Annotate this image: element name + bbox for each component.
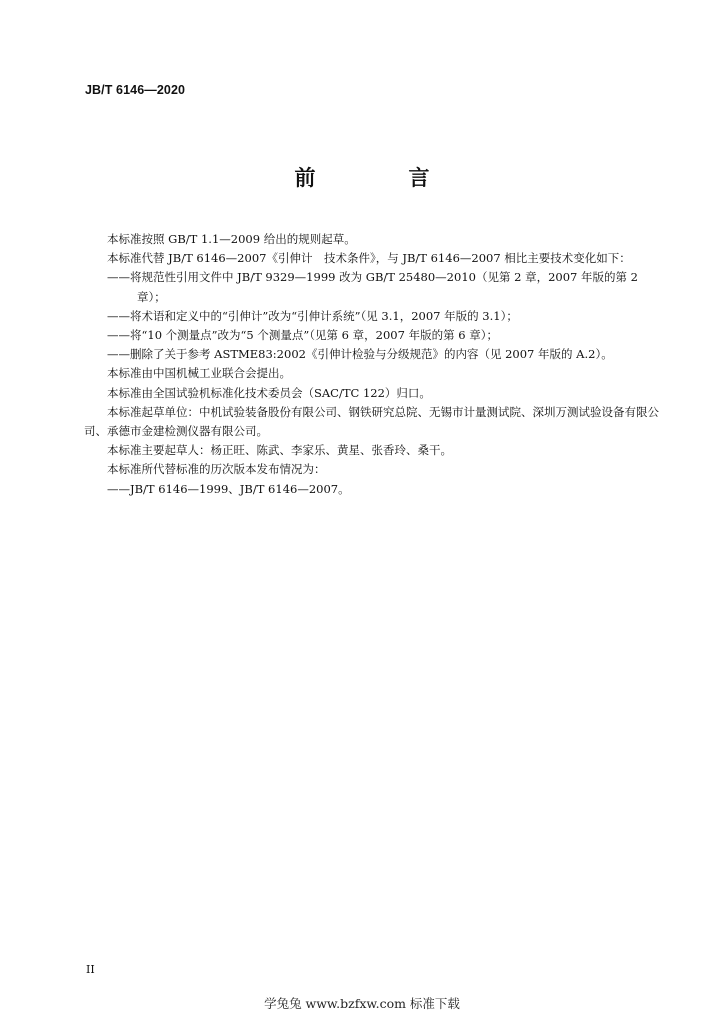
foreword-body (84, 230, 664, 499)
committee-paragraph: 本标准由全国试验机标准化技术委员会（SAC/TC 122）归口。 (107, 385, 431, 400)
proposer-paragraph: 本标准由中国机械工业联合会提出。 (107, 366, 291, 381)
drafters-paragraph: 本标准主要起草人：杨正旺、陈武、李家乐、黄星、张香玲、桑干。 (107, 443, 452, 458)
watermark-text: 学兔兔 www.bzfxw.com 标准下载 (264, 996, 460, 1011)
change-item-measuring-points: ——将“10 个测量点”改为“5 个测量点”（见第 6 章，2007 年版的第 6 章）； (107, 328, 498, 343)
history-paragraph: 本标准所代替标准的历次版本发布情况为： (107, 462, 326, 477)
page-title: 前 言 (294, 166, 466, 190)
drafting-units-paragraph: 本标准起草单位：中机试验装备股份有限公司、钢铁研究总院、无锡市计量测试院、深圳万测试验设备有限公司、承德市金建检测仪器有限公司。 (84, 404, 659, 439)
page-number: II (86, 963, 95, 976)
history-item-versions: ——JB/T 6146—1999、JB/T 6146—2007。 (107, 481, 350, 496)
standard-number: JB/T 6146—2020 (85, 83, 186, 97)
replacement-paragraph: 本标准代替 JB/T 6146—2007《引伸计 技术条件》，与 JB/T 6146—2007 相比主要技术变化如下： (107, 251, 631, 266)
change-item-terms: ——将术语和定义中的“引伸计”改为“引伸计系统”（见 3.1，2007 年版的 3.1）； (107, 308, 518, 323)
drafting-rule-paragraph: 本标准按照 GB/T 1.1—2009 给出的规则起草。 (107, 232, 356, 246)
change-item-references: ——将规范性引用文件中 JB/T 9329—1999 改为 GB/T 25480—2010（见第 2 章，2007 年版的第 2 章）； (107, 270, 638, 304)
change-item-astm-removed: ——删除了关于参考 ASTME83:2002《引伸计检验与分级规范》的内容（见 2007 年版的 A.2）。 (107, 347, 613, 362)
